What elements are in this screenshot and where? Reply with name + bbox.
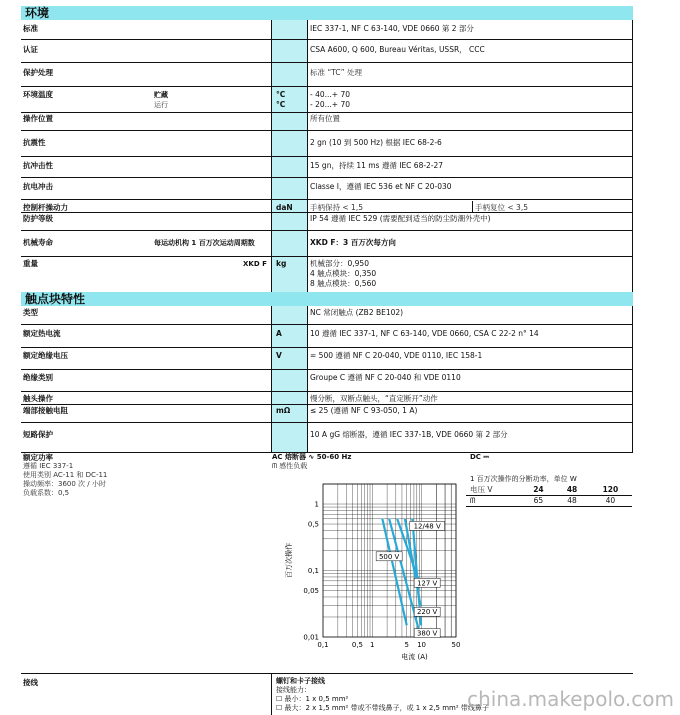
col-divider-right xyxy=(307,306,308,452)
dc-note: 1 百万次操作的分断功率，单位 W xyxy=(470,475,577,483)
y-tick-label: 0,1 xyxy=(307,567,319,576)
label-insulation-voltage: 额定绝缘电压 xyxy=(23,351,68,360)
weight-unit: kg xyxy=(276,259,287,268)
insulation-voltage-unit: V xyxy=(276,351,282,360)
wiring-line-4: ☐ 最大：2 x 1,5 mm² 带或不带线鼻子，或 1 x 2,5 mm² 带线鼻子 xyxy=(276,704,489,712)
dc-row-0: ᗰ xyxy=(470,496,476,505)
value-standard: IEC 337-1, NF C 63-140, VDE 0660 第 2 部分 xyxy=(310,24,474,33)
unit-column-band xyxy=(271,306,307,452)
temp-storage-label: 贮藏 xyxy=(154,91,168,99)
label-insulation-class: 绝缘类别 xyxy=(23,373,53,382)
label-short-circuit: 短路保护 xyxy=(23,430,53,439)
divider xyxy=(21,86,633,87)
wiring-line-1: 螺钉和卡子接线 xyxy=(276,677,325,685)
divider xyxy=(21,347,633,348)
value-ip: IP 54 遵循 IEC 529 (需要配到适当的防尘防潮外壳中) xyxy=(310,214,491,223)
label-mech-life: 机械寿命 xyxy=(23,238,53,247)
series-label: 220 V xyxy=(416,608,438,617)
label-shock: 抗冲击性 xyxy=(23,161,53,170)
contact-header: 触点块特性 xyxy=(21,292,633,306)
col-divider-left xyxy=(271,306,272,452)
divider xyxy=(21,39,633,40)
label-thermal-current: 额定热电流 xyxy=(23,329,61,338)
thermal-current-unit: A xyxy=(276,329,282,338)
weight-model: XKD F xyxy=(243,260,267,268)
divider xyxy=(21,62,633,63)
dc-row-2: 48 xyxy=(567,496,577,505)
value-shock: 15 gn，持续 11 ms 遵循 IEC 68-2-27 xyxy=(310,161,444,170)
divider xyxy=(21,130,633,131)
dc-row-3: 40 xyxy=(605,496,616,505)
label-rating: 额定功率 xyxy=(23,453,53,462)
divider xyxy=(21,422,633,423)
weight-v1: 机械部分：0,950 xyxy=(310,259,369,268)
divider xyxy=(21,199,633,200)
col-divider-left xyxy=(271,673,272,715)
series-label: 500 V xyxy=(378,552,400,561)
wiring-line-3: ☐ 最小：1 x 0,5 mm² xyxy=(276,695,349,703)
lever-return-value: 手柄复位 < 3,5 xyxy=(475,203,528,212)
label-standard: 标准 xyxy=(23,24,38,33)
watermark: china.makepolo.com xyxy=(467,687,674,711)
x-tick-label: 0,1 xyxy=(317,641,329,649)
divider xyxy=(21,404,633,405)
lever-force-unit: daN xyxy=(276,203,293,212)
value-cert: CSA A600, Q 600, Bureau Véritas, USSR， CCC xyxy=(310,45,485,54)
label-wiring: 接线 xyxy=(23,678,38,687)
y-axis-label: 百万次操作 xyxy=(285,543,293,578)
y-tick-label: 1 xyxy=(314,500,319,509)
value-insulation-class: Groupe C 遵循 NF C 20-040 和 VDE 0110 xyxy=(310,373,461,382)
divider xyxy=(21,212,633,213)
weight-v3: 8 触点模块：0,560 xyxy=(310,279,377,288)
divider xyxy=(472,201,473,212)
temp-unit-2: °C xyxy=(276,100,286,109)
label-ip: 防护等级 xyxy=(23,214,53,223)
divider xyxy=(21,391,633,392)
rating-line-2: 使用类别 AC-11 和 DC-11 xyxy=(23,471,108,479)
dc-head-2: 48 xyxy=(566,485,578,494)
divider xyxy=(21,177,633,178)
rating-line-1: 遵循 IEC 337-1 xyxy=(23,462,74,470)
divider xyxy=(21,256,633,257)
x-tick-label: 0,5 xyxy=(351,641,364,649)
label-cert: 认证 xyxy=(23,45,38,54)
temp-operating-label: 运行 xyxy=(154,101,168,109)
dc-head-0: 电压 V xyxy=(470,485,493,494)
x-tick-label: 10 xyxy=(417,641,427,649)
label-protection: 保护处理 xyxy=(23,68,53,77)
dc-title: DC ⎓ xyxy=(470,453,489,461)
dc-head-1: 24 xyxy=(533,485,544,494)
lever-hold-value: 手柄保持 < 1,5 xyxy=(310,203,363,212)
dc-header-row xyxy=(466,485,632,496)
label-electric-shock: 抗电冲击 xyxy=(23,182,53,191)
y-tick-label: 0,05 xyxy=(303,587,319,596)
dc-row xyxy=(466,496,632,507)
ac-title: AC 熔断器 ∿ 50-60 Hz xyxy=(272,453,352,461)
ac-subtitle: ᗰ 感性负载 xyxy=(272,462,308,470)
value-vibration: 2 gn (10 到 500 Hz) 根据 IEC 68-2-6 xyxy=(310,138,442,147)
value-insulation-voltage: ≂ 500 遵循 NF C 20-040, VDE 0110, IEC 158-1 xyxy=(310,351,483,360)
divider xyxy=(21,369,633,370)
contact-resistance-unit: mΩ xyxy=(276,406,291,415)
temp-unit-1: °C xyxy=(276,90,286,99)
rating-line-3: 操动频率：3600 次 / 小时 xyxy=(23,480,106,488)
mech-life-sub: 每运动机构 1 百万次运动周期数 xyxy=(154,239,255,247)
label-temp: 环境温度 xyxy=(23,90,53,99)
value-contact-operation: 慢分断，双断点触头，“直定断开”动作 xyxy=(310,394,438,403)
label-type: 类型 xyxy=(23,308,38,317)
series-label: 380 V xyxy=(416,629,438,638)
x-tick-label: 5 xyxy=(404,641,409,649)
series-label: 127 V xyxy=(416,579,438,588)
series-label: 12/48 V xyxy=(413,522,441,531)
y-tick-label: 0,5 xyxy=(307,520,319,529)
divider xyxy=(21,156,633,157)
dc-row-1: 65 xyxy=(533,496,544,505)
value-protection: 标准 “TC” 处理 xyxy=(310,68,363,77)
divider xyxy=(21,112,633,113)
label-position: 操作位置 xyxy=(23,114,53,123)
rating-line-4: 负载系数：0,5 xyxy=(23,489,70,497)
x-tick-label: 1 xyxy=(370,641,375,649)
dc-table xyxy=(466,485,632,507)
divider xyxy=(21,324,633,325)
spec-sheet xyxy=(21,6,633,715)
value-mech-life: XKD F：3 百万次每方向 xyxy=(310,238,396,247)
divider xyxy=(21,230,633,231)
env-header: 环境 xyxy=(21,6,633,20)
value-electric-shock: Classe I，遵循 IEC 536 et NF C 20-030 xyxy=(310,182,452,191)
value-contact-resistance: ≤ 25 (遵循 NF C 93-050, 1 A) xyxy=(310,406,418,415)
y-tick-label: 0,01 xyxy=(303,633,319,642)
temp-storage-value: - 40...+ 70 xyxy=(310,90,350,99)
durability-chart xyxy=(261,472,471,672)
dc-head-3: 120 xyxy=(602,485,619,494)
label-contact-operation: 触头操作 xyxy=(23,394,53,403)
weight-v2: 4 触点模块：0,350 xyxy=(310,269,377,278)
label-lever-force: 控制杆操动力 xyxy=(23,203,68,212)
label-weight: 重量 xyxy=(23,259,38,268)
x-tick-label: 50 xyxy=(451,641,461,649)
divider xyxy=(21,673,633,674)
x-axis-label: 电流 (A) xyxy=(401,653,428,661)
label-vibration: 抗震性 xyxy=(23,138,46,147)
wiring-line-2: 接线能力： xyxy=(276,686,311,694)
value-position: 所有位置 xyxy=(310,114,340,123)
temp-operating-value: - 20...+ 70 xyxy=(310,100,350,109)
label-contact-resistance: 端部接触电阻 xyxy=(23,406,68,415)
value-short-circuit: 10 A gG 熔断器，遵循 IEC 337-1B, VDE 0660 第 2 部分 xyxy=(310,430,508,439)
table-right-border xyxy=(632,306,633,452)
value-thermal-current: 10 遵循 IEC 337-1, NF C 63-140, VDE 0660, CSA C 22-2 n° 14 xyxy=(310,329,539,338)
value-type: NC 常闭触点 (ZB2 BE102) xyxy=(310,308,404,317)
